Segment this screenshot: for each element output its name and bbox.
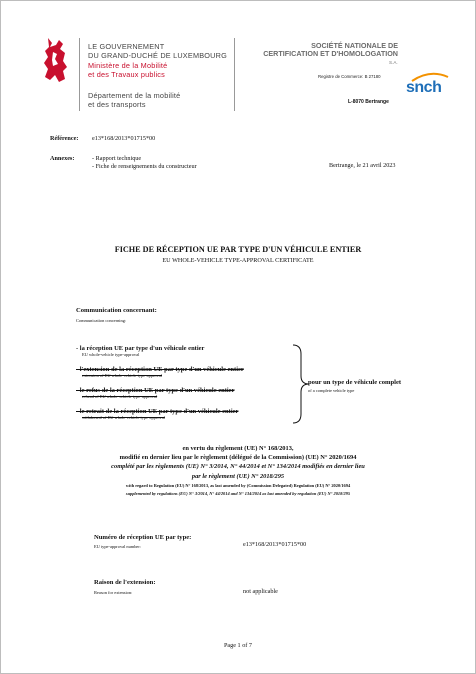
communication-item-approval: - la réception UE par type d'un véhicule entier EU whole-vehicle type-approval [76, 345, 205, 357]
regulation-line-4: par le règlement (UE) N° 2018/295 [191, 473, 285, 480]
reference-value: e13*168/2013*01715*00 [92, 135, 156, 142]
place-date: Bertrange, le 21 avril 2023 [329, 162, 396, 169]
luxembourg-lion-icon [39, 35, 71, 85]
regulation-line-2: modifié en dernier lieu par le règlement (délégué de la Commission) (UE) N° 2020/1694 [119, 454, 357, 461]
registre-commerce: Registre de Commerce: B 27180 [318, 74, 381, 79]
government-name: LE GOUVERNEMENT DU GRAND-DUCHÉ DE LUXEMBOURG [88, 42, 227, 61]
communication-label: Communication concernant: [76, 307, 157, 314]
extension-reason-label: Raison de l'extension: [94, 579, 156, 586]
document-title: FICHE DE RÉCEPTION UE PAR TYPE D'UN VÉHICULE ENTIER [114, 245, 362, 254]
department-name: Département de la mobilité et des transports [88, 91, 181, 110]
header-divider-right [234, 38, 235, 111]
extension-reason-value: not applicable [243, 588, 278, 595]
regulation-line-6: supplemented by regulations (EU) N° 3/2014, N° 44/2014 and N° 134/2014 as last amended by regulation (EU) N° 2018/295 [125, 491, 351, 496]
ministry-name: Ministère de la Mobilité et des Travaux publics [88, 61, 168, 80]
header-divider [79, 38, 80, 111]
communication-item-extension: - l'extension de la réception UE par type d'un véhicule entier extension of EU whole-vehicle type-approval [76, 366, 244, 378]
regulation-line-1: en vertu du règlement (UE) N° 168/2013, [182, 445, 294, 452]
snch-address: L-8070 Bertrange [348, 99, 389, 105]
approval-number-label: Numéro de réception UE par type: [94, 534, 192, 541]
annexes-label: Annexes: [50, 155, 75, 162]
approval-number-label-en: EU type-approval number: [94, 544, 142, 549]
regulation-line-3: complété par les règlements (UE) N° 3/2014, N° 44/2014 et N° 134/2014 modifiés en dernier lieu [111, 463, 365, 470]
extension-reason-label-en: Reason for extension: [94, 590, 133, 595]
vehicle-type-label: pour un type de véhicule complet [308, 379, 402, 386]
reference-label: Référence: [50, 135, 79, 142]
approval-number-value: e13*168/2013*01715*00 [243, 541, 307, 548]
regulation-line-5: with regard to Regulation (EU) N° 168/2013, as last amended by (Commission Delegated) Regulation (EU) N° 2020/1694 [125, 483, 351, 488]
communication-label-en: Communication concerning: [76, 318, 127, 323]
document-subtitle: EU WHOLE-VEHICLE TYPE-APPROVAL CERTIFICATE [162, 257, 314, 264]
vehicle-type-label-en: of a complete vehicle type [308, 388, 355, 393]
snch-logo-text: snch [406, 79, 442, 96]
communication-item-refusal: - le refus de la réception UE par type d'un véhicule entier refusal of EU whole-vehicle type-approval [76, 387, 235, 399]
communication-item-withdrawal: - le retrait de la réception UE par type d'un véhicule entier withdrawal of EU whole-vehicle type-approval [76, 408, 239, 420]
snch-sa: S.A. [389, 60, 398, 65]
annexes-list: - Rapport technique - Fiche de renseignements du constructeur [92, 155, 197, 170]
snch-logo [406, 72, 454, 98]
snch-name: SOCIÉTÉ NATIONALE DE CERTIFICATION ET D'HOMOLOGATION [263, 41, 398, 59]
page-number: Page 1 of 7 [223, 642, 252, 649]
